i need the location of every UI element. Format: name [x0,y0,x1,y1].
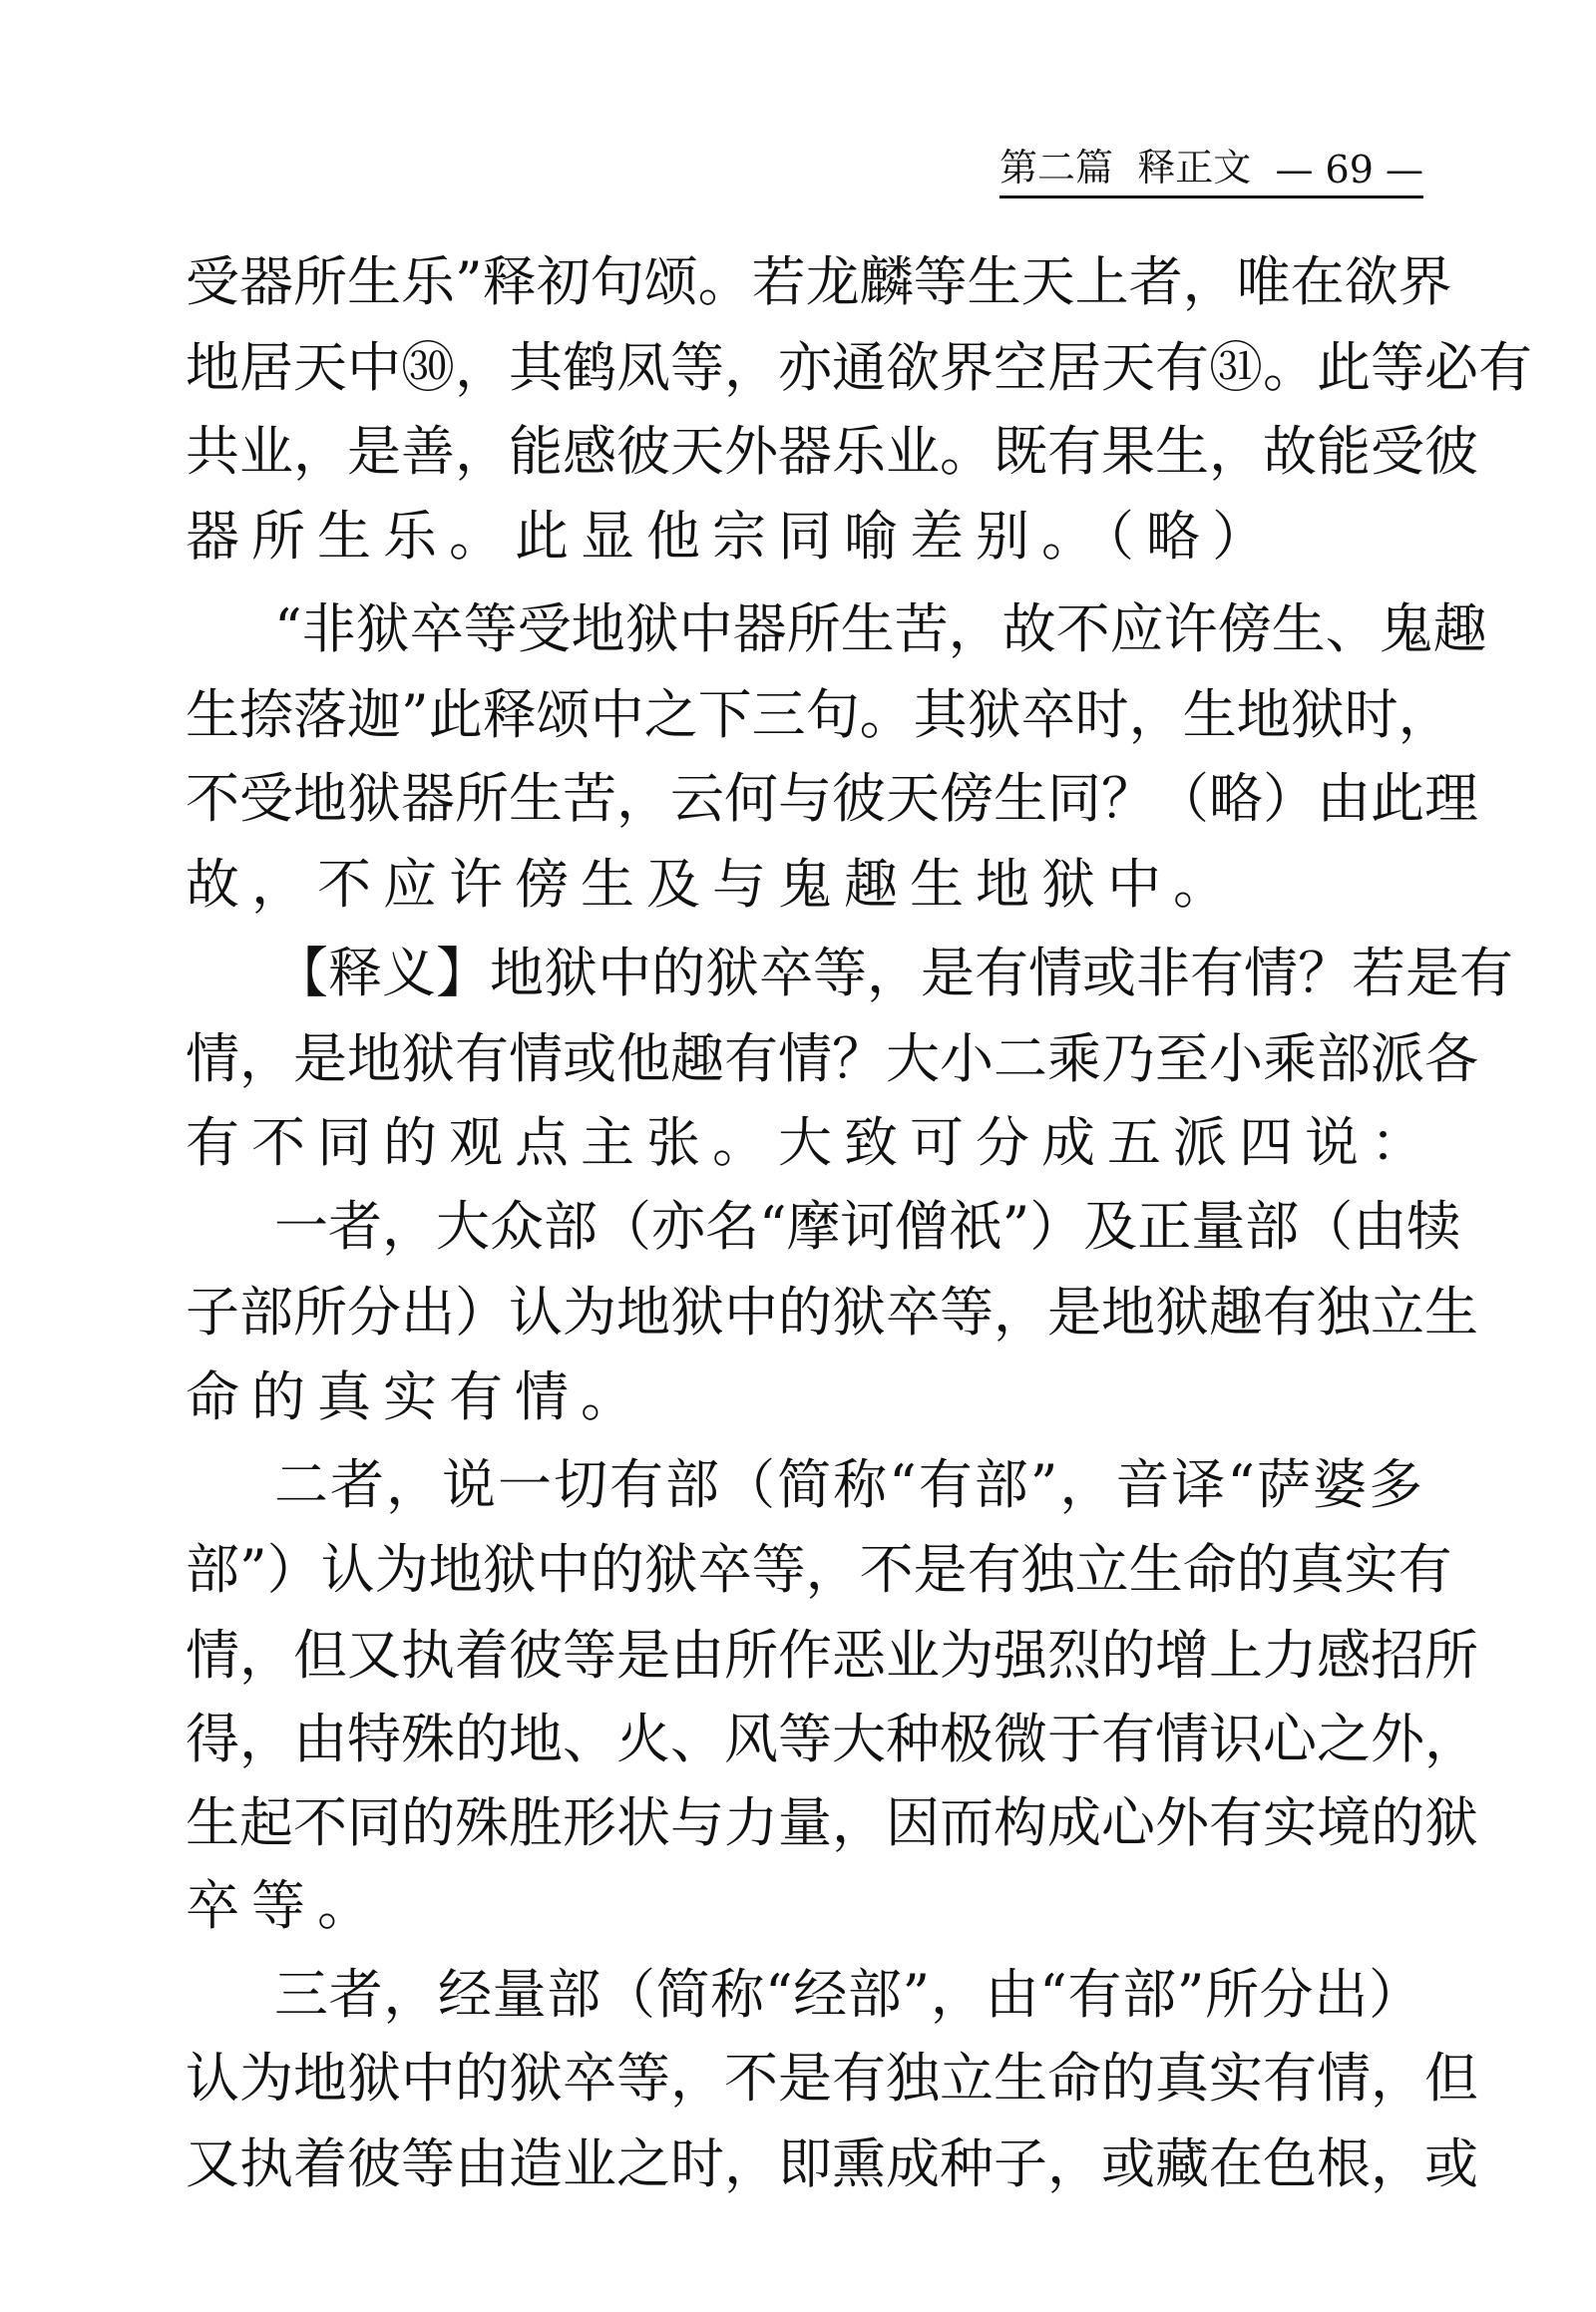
text-line: 情，但又执着彼等是由所作恶业为强烈的增上力感招所 [186,1624,1478,1687]
text-line: 不受地狱器所生苦，云何与彼天傍生同？（略）由此理 [186,767,1478,830]
text-line: 三者，经量部（简称“经部”，由“有部”所分出） [274,1963,1422,2026]
running-header [999,142,1423,198]
text-line: 有不同的观点主张。大致可分成五派四说： [186,1111,1436,1174]
text-line: 又执着彼等由造业之时，即熏成种子，或藏在色根，或 [186,2132,1478,2195]
text-line: 卒等。 [186,1874,383,1937]
text-line: 命的真实有情。 [186,1365,646,1428]
text-line: 【释义】地狱中的狱卒等，是有情或非有情？若是有 [274,942,1513,1004]
text-line: 部”）认为地狱中的狱卒等，不是有独立生命的真实有 [186,1538,1452,1601]
text-line: 故，不应许傍生及与鬼趣生地狱中。 [186,853,1239,916]
text-line: 二者，说一切有部（简称“有部”，音译“萨婆多 [274,1453,1422,1516]
text-line: 情，是地狱有情或他趣有情？大小二乘乃至小乘部派各 [186,1027,1478,1090]
text-line: 生捺落迦”此释颂中之下三句。其狱卒时，生地狱时， [186,683,1452,746]
chapter-label: 第二篇 [999,146,1114,190]
page-number: — 69 — [1275,148,1423,192]
text-line: 共业，是善，能感彼天外器乐业。既有果生，故能受彼 [186,420,1478,483]
text-line: 得，由特殊的地、火、风等大种极微于有情识心之外， [186,1708,1478,1770]
text-line: “非狱卒等受地狱中器所生苦，故不应许傍生、鬼趣 [274,597,1487,660]
text-line: 子部所分出）认为地狱中的狱卒等，是地狱趣有独立生 [186,1281,1478,1344]
text-line: 受器所生乐”释初句颂。若龙麟等生天上者，唯在欲界 [186,250,1452,313]
text-line: 一者，大众部（亦名“摩诃僧祇”）及正量部（由犊 [274,1195,1461,1258]
text-line: 生起不同的殊胜形状与力量，因而构成心外有实境的狱 [186,1791,1478,1854]
text-line: 器所生乐。此显他宗同喻差别。（略） [186,505,1278,568]
section-label: 释正文 [1137,146,1252,190]
text-line: 认为地狱中的狱卒等，不是有独立生命的真实有情，但 [186,2047,1478,2110]
text-line: 地居天中㉚，其鹤凤等，亦通欲界空居天有㉛。此等必有 [186,336,1532,399]
